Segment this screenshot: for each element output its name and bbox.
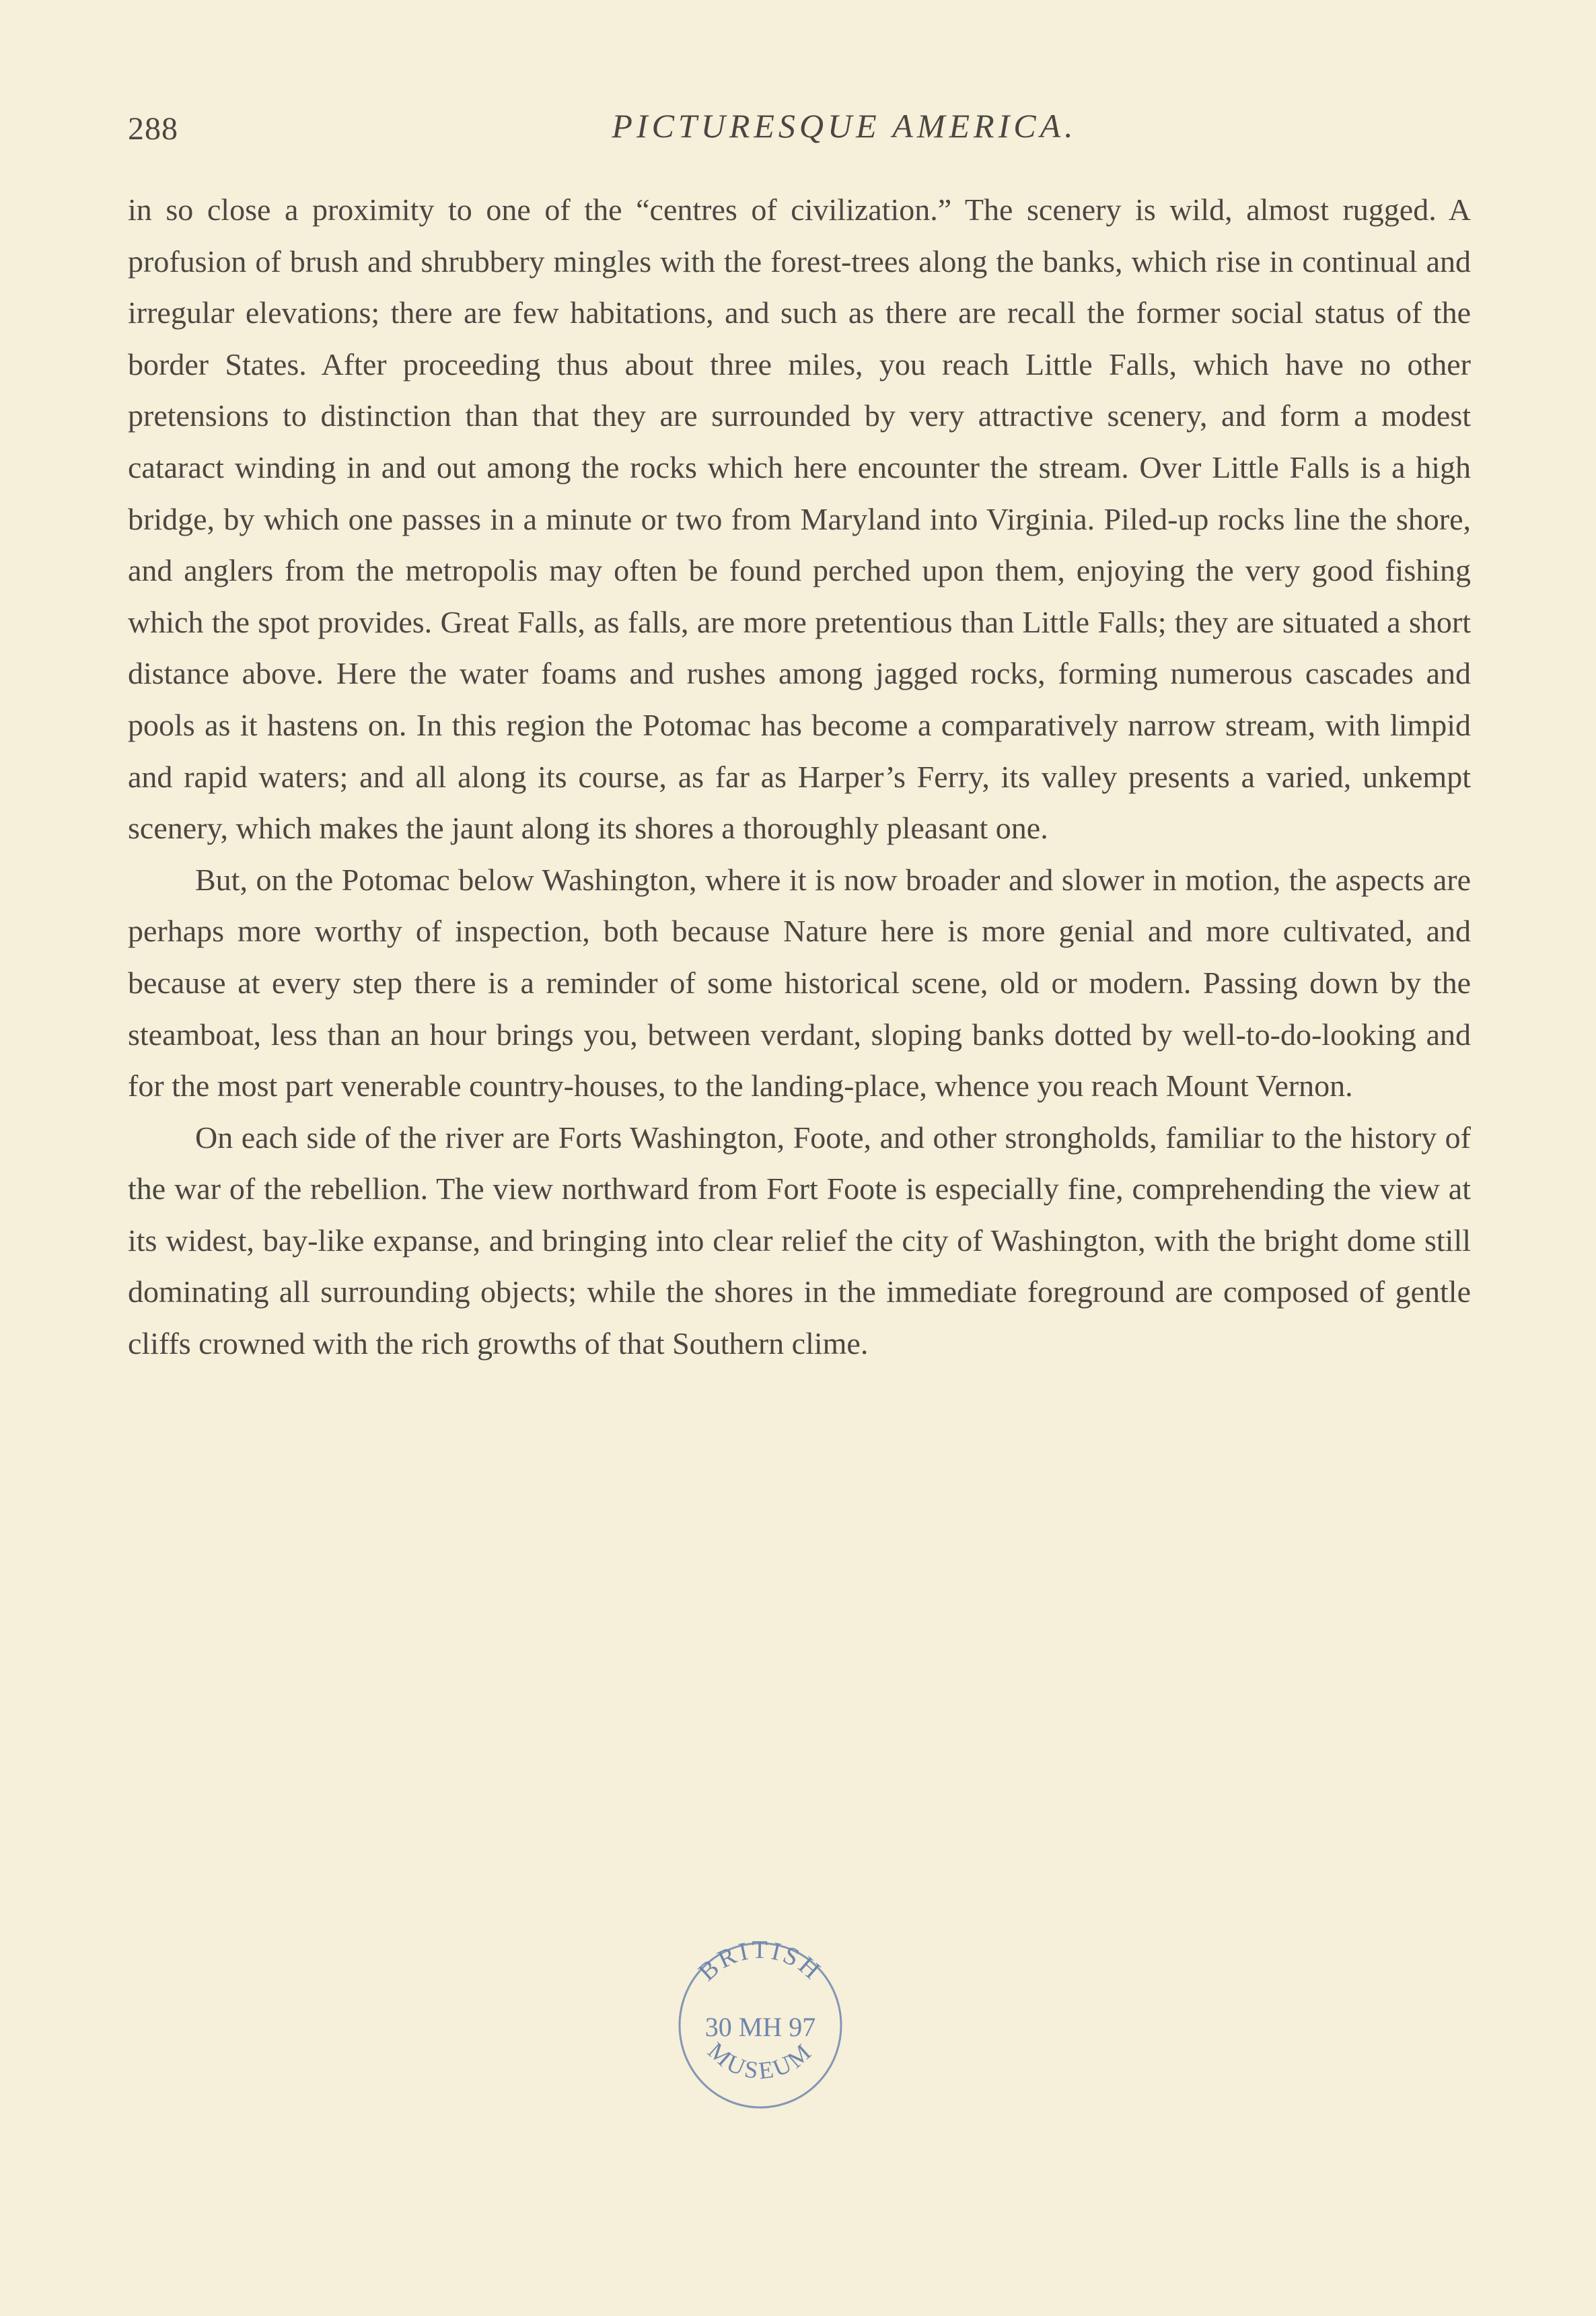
museum-stamp-graphic <box>669 1931 851 2120</box>
running-title: PICTURESQUE AMERICA. <box>612 107 1077 145</box>
paragraph-2: But, on the Potomac below Washington, where it is now broader and slower in motion, the aspects are perhaps more worthy of inspection, both because Nature here is more genial and more cultivated, and because at every step there is a reminder of some historical scene, old or modern. Passing down by the steamboat, less than an hour brings you, between verdant, sloping banks dotted by well-to-do-looking and for the most part venerable country-houses, to the landing-place, whence you reach Mount Vernon. <box>128 862 1471 1103</box>
paragraph-1: in so close a proximity to one of the “centres of civilization.” The scenery is wild, almost rugged. A profusion of brush and shrubbery mingles with the forest-trees along the banks, which rise in continual and irregular elevations; there are few habitations, and such as there are recall the former social status of the border States. After proceeding thus about three miles, you reach Little Falls, which have no other pretensions to distinction than that they are surrounded by very attractive scenery, and form a modest cataract winding in and out among the rocks which here encounter the stream. Over Little Falls is a high bridge, by which one passes in a minute or two from Maryland into Virginia. Piled-up rocks line the shore, and anglers from the metropolis may often be found perched upon them, enjoying the very good fishing which the spot provides. Great Falls, as falls, are more pretentious than Little Falls; they are situated a short distance above. Here the water foams and rushes among jagged rocks, forming numerous cascades and pools as it hastens on. In this region the Potomac has become a comparatively narrow stream, with limpid and rapid waters; and all along its course, as far as Harper’s Ferry, its valley presents a varied, unkempt scenery, which makes the jaunt along its shores a thoroughly pleasant one. <box>128 192 1471 846</box>
body-text <box>128 184 1471 1370</box>
stamp-date: 30 MH 97 <box>704 2012 816 2042</box>
stamp-top-text: BRITISH <box>693 1935 828 1987</box>
paragraph-3: On each side of the river are Forts Washington, Foote, and other strongholds, familiar to the history of the war of the rebellion. The view northward from Fort Foote is especially fine, comprehending the view at its widest, bay-like expanse, and bringing into clear relief the city of Washington, with the bright dome still dominating all surrounding objects; while the shores in the immediate foreground are composed of gentle cliffs crowned with the rich growths of that Southern clime. <box>128 1120 1471 1361</box>
stamp-bottom-text: MUSEUM <box>702 2037 818 2085</box>
page-header <box>128 101 1474 155</box>
page-number: 288 <box>128 111 178 147</box>
museum-stamp <box>673 2308 674 2309</box>
